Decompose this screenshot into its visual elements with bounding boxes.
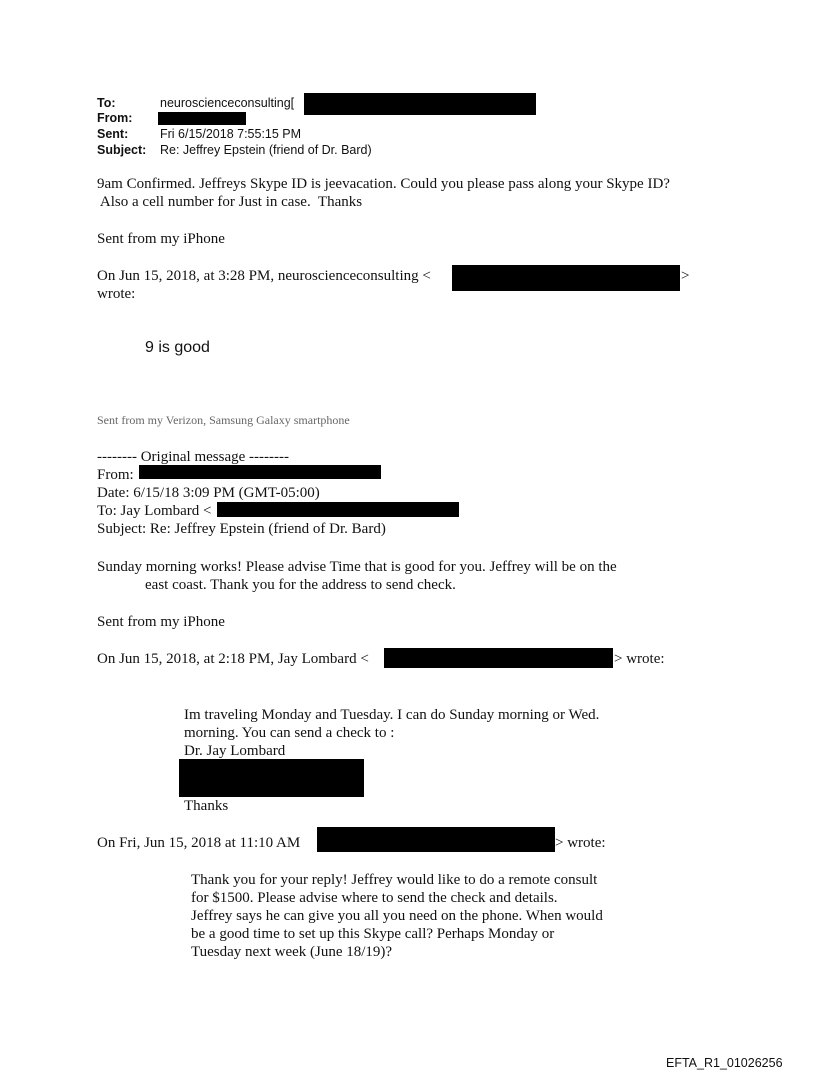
bates-number: EFTA_R1_01026256 <box>666 1056 783 1070</box>
quote1-wrote: wrote: <box>97 286 136 302</box>
redaction-bar <box>304 93 536 115</box>
redaction-bar <box>139 465 381 479</box>
from-label: From: <box>97 111 133 125</box>
original-body-line-2: east coast. Thank you for the address to send check. <box>145 577 456 593</box>
to-value: neuroscienceconsulting[ <box>160 96 295 110</box>
quote3-line-4: be a good time to set up this Skype call? Perhaps Monday or <box>191 926 555 942</box>
quote3-intro: On Fri, Jun 15, 2018 at 11:10 AM <box>97 835 301 851</box>
sent-label: Sent: <box>97 127 129 141</box>
original-body-line-1: Sunday morning works! Please advise Time that is good for you. Jeffrey will be on the <box>97 559 617 575</box>
sent-value: Fri 6/15/2018 7:55:15 PM <box>160 127 302 141</box>
redaction-bar <box>217 502 459 517</box>
redaction-bar <box>384 648 613 668</box>
reply-signature: Sent from my iPhone <box>97 231 225 247</box>
redaction-bar <box>179 759 364 797</box>
quote1-intro: On Jun 15, 2018, at 3:28 PM, neuroscienceconsulting < <box>97 268 431 284</box>
quote2-line-2: morning. You can send a check to : <box>184 725 395 741</box>
subject-label: Subject: <box>97 143 147 157</box>
redaction-bar <box>158 112 246 125</box>
quote2-line-3: Dr. Jay Lombard <box>184 743 286 759</box>
quote2-intro: On Jun 15, 2018, at 2:18 PM, Jay Lombard < <box>97 651 369 667</box>
original-date: Date: 6/15/18 3:09 PM (GMT-05:00) <box>97 485 320 501</box>
original-signature: Sent from my iPhone <box>97 614 225 630</box>
redaction-bar <box>317 827 555 852</box>
quote3-line-5: Tuesday next week (June 18/19)? <box>191 944 393 960</box>
to-label: To: <box>97 96 116 110</box>
quote1-body: 9 is good <box>145 339 210 356</box>
quote2-line-1: Im traveling Monday and Tuesday. I can do Sunday morning or Wed. <box>184 707 600 723</box>
quote3-line-2: for $1500. Please advise where to send the check and details. <box>191 890 558 906</box>
redaction-bar <box>452 265 680 291</box>
quote3-intro-end: > wrote: <box>555 835 606 851</box>
quote2-thanks: Thanks <box>184 798 229 814</box>
original-to: To: Jay Lombard < <box>97 503 212 519</box>
subject-value: Re: Jeffrey Epstein (friend of Dr. Bard) <box>160 143 372 157</box>
quote3-line-1: Thank you for your reply! Jeffrey would like to do a remote consult <box>191 872 598 888</box>
reply-line-2: Also a cell number for Just in case. Thanks <box>97 194 363 210</box>
original-divider: -------- Original message -------- <box>97 449 289 465</box>
quote1-intro-end: > <box>681 268 690 284</box>
quote1-signature: Sent from my Verizon, Samsung Galaxy smartphone <box>97 413 350 427</box>
original-from-label: From: <box>97 467 134 483</box>
quote2-intro-end: > wrote: <box>614 651 665 667</box>
reply-line-1: 9am Confirmed. Jeffreys Skype ID is jeevacation. Could you please pass along your Skype ID? <box>97 176 670 192</box>
original-subject: Subject: Re: Jeffrey Epstein (friend of Dr. Bard) <box>97 521 386 537</box>
quote3-line-3: Jeffrey says he can give you all you need on the phone. When would <box>191 908 603 924</box>
